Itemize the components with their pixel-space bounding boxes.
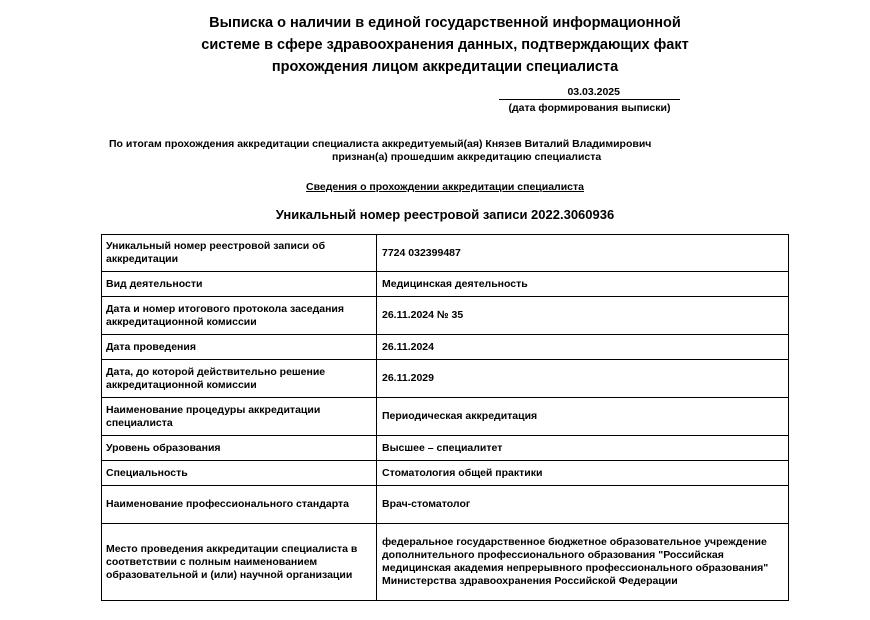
table-row — [102, 297, 789, 335]
row-key: Дата, до которой действительно решение аккредитационной комиссии — [102, 360, 377, 398]
table-row — [102, 461, 789, 486]
table-row — [102, 360, 789, 398]
row-value: Стоматология общей практики — [377, 461, 789, 486]
row-value: Врач-стоматолог — [377, 486, 789, 524]
formation-date-block — [499, 86, 680, 115]
table-row — [102, 436, 789, 461]
row-value: 26.11.2024 № 35 — [377, 297, 789, 335]
table-row — [102, 272, 789, 297]
title-line-2: системе в сфере здравоохранения данных, подтверждающих факт — [201, 37, 689, 53]
row-key: Место проведения аккредитации специалиста в соответствии с полным наименованием образовательной и (или) научной организации — [102, 524, 377, 601]
accreditation-info-table — [101, 234, 789, 601]
document-title — [0, 12, 870, 78]
row-value: Периодическая аккредитация — [377, 398, 789, 436]
row-value: 26.11.2029 — [377, 360, 789, 398]
registry-number-title: Уникальный номер реестровой записи 2022.3060936 — [275, 207, 615, 222]
row-key: Дата проведения — [102, 335, 377, 360]
row-key: Дата и номер итогового протокола заседания аккредитационной комиссии — [102, 297, 377, 335]
row-value: 26.11.2024 — [377, 335, 789, 360]
formation-date: 03.03.2025 — [499, 86, 680, 100]
row-value: Высшее – специалитет — [377, 436, 789, 461]
accreditation-result-text — [109, 138, 651, 164]
title-line-1: Выписка о наличии в единой государственной информационной — [209, 15, 681, 31]
table-row — [102, 335, 789, 360]
row-value: федеральное государственное бюджетное образовательное учреждение дополнительного профессионального образования "Российская медицинская академия непрерывного профессионального образования" Министерства здравоохранения Российской Федерации — [377, 524, 789, 601]
result-line-1: По итогам прохождения аккредитации специалиста аккредитуемый(ая) Князев Виталий Владимирович — [109, 138, 652, 150]
formation-date-caption: (дата формирования выписки) — [508, 102, 671, 114]
row-value: 7724 032399487 — [377, 235, 789, 272]
table-row — [102, 398, 789, 436]
row-key: Специальность — [102, 461, 377, 486]
title-line-3: прохождения лицом аккредитации специалиста — [271, 59, 619, 75]
table-row — [102, 524, 789, 601]
row-value: Медицинская деятельность — [377, 272, 789, 297]
row-key: Вид деятельности — [102, 272, 377, 297]
row-key: Наименование процедуры аккредитации специалиста — [102, 398, 377, 436]
table-row — [102, 235, 789, 272]
row-key: Уровень образования — [102, 436, 377, 461]
table-row — [102, 486, 789, 524]
result-line-2: признан(а) прошедшим аккредитацию специалиста — [332, 151, 602, 163]
row-key: Уникальный номер реестровой записи об аккредитации — [102, 235, 377, 272]
row-key: Наименование профессионального стандарта — [102, 486, 377, 524]
section-title: Сведения о прохождении аккредитации специалиста — [306, 181, 584, 193]
